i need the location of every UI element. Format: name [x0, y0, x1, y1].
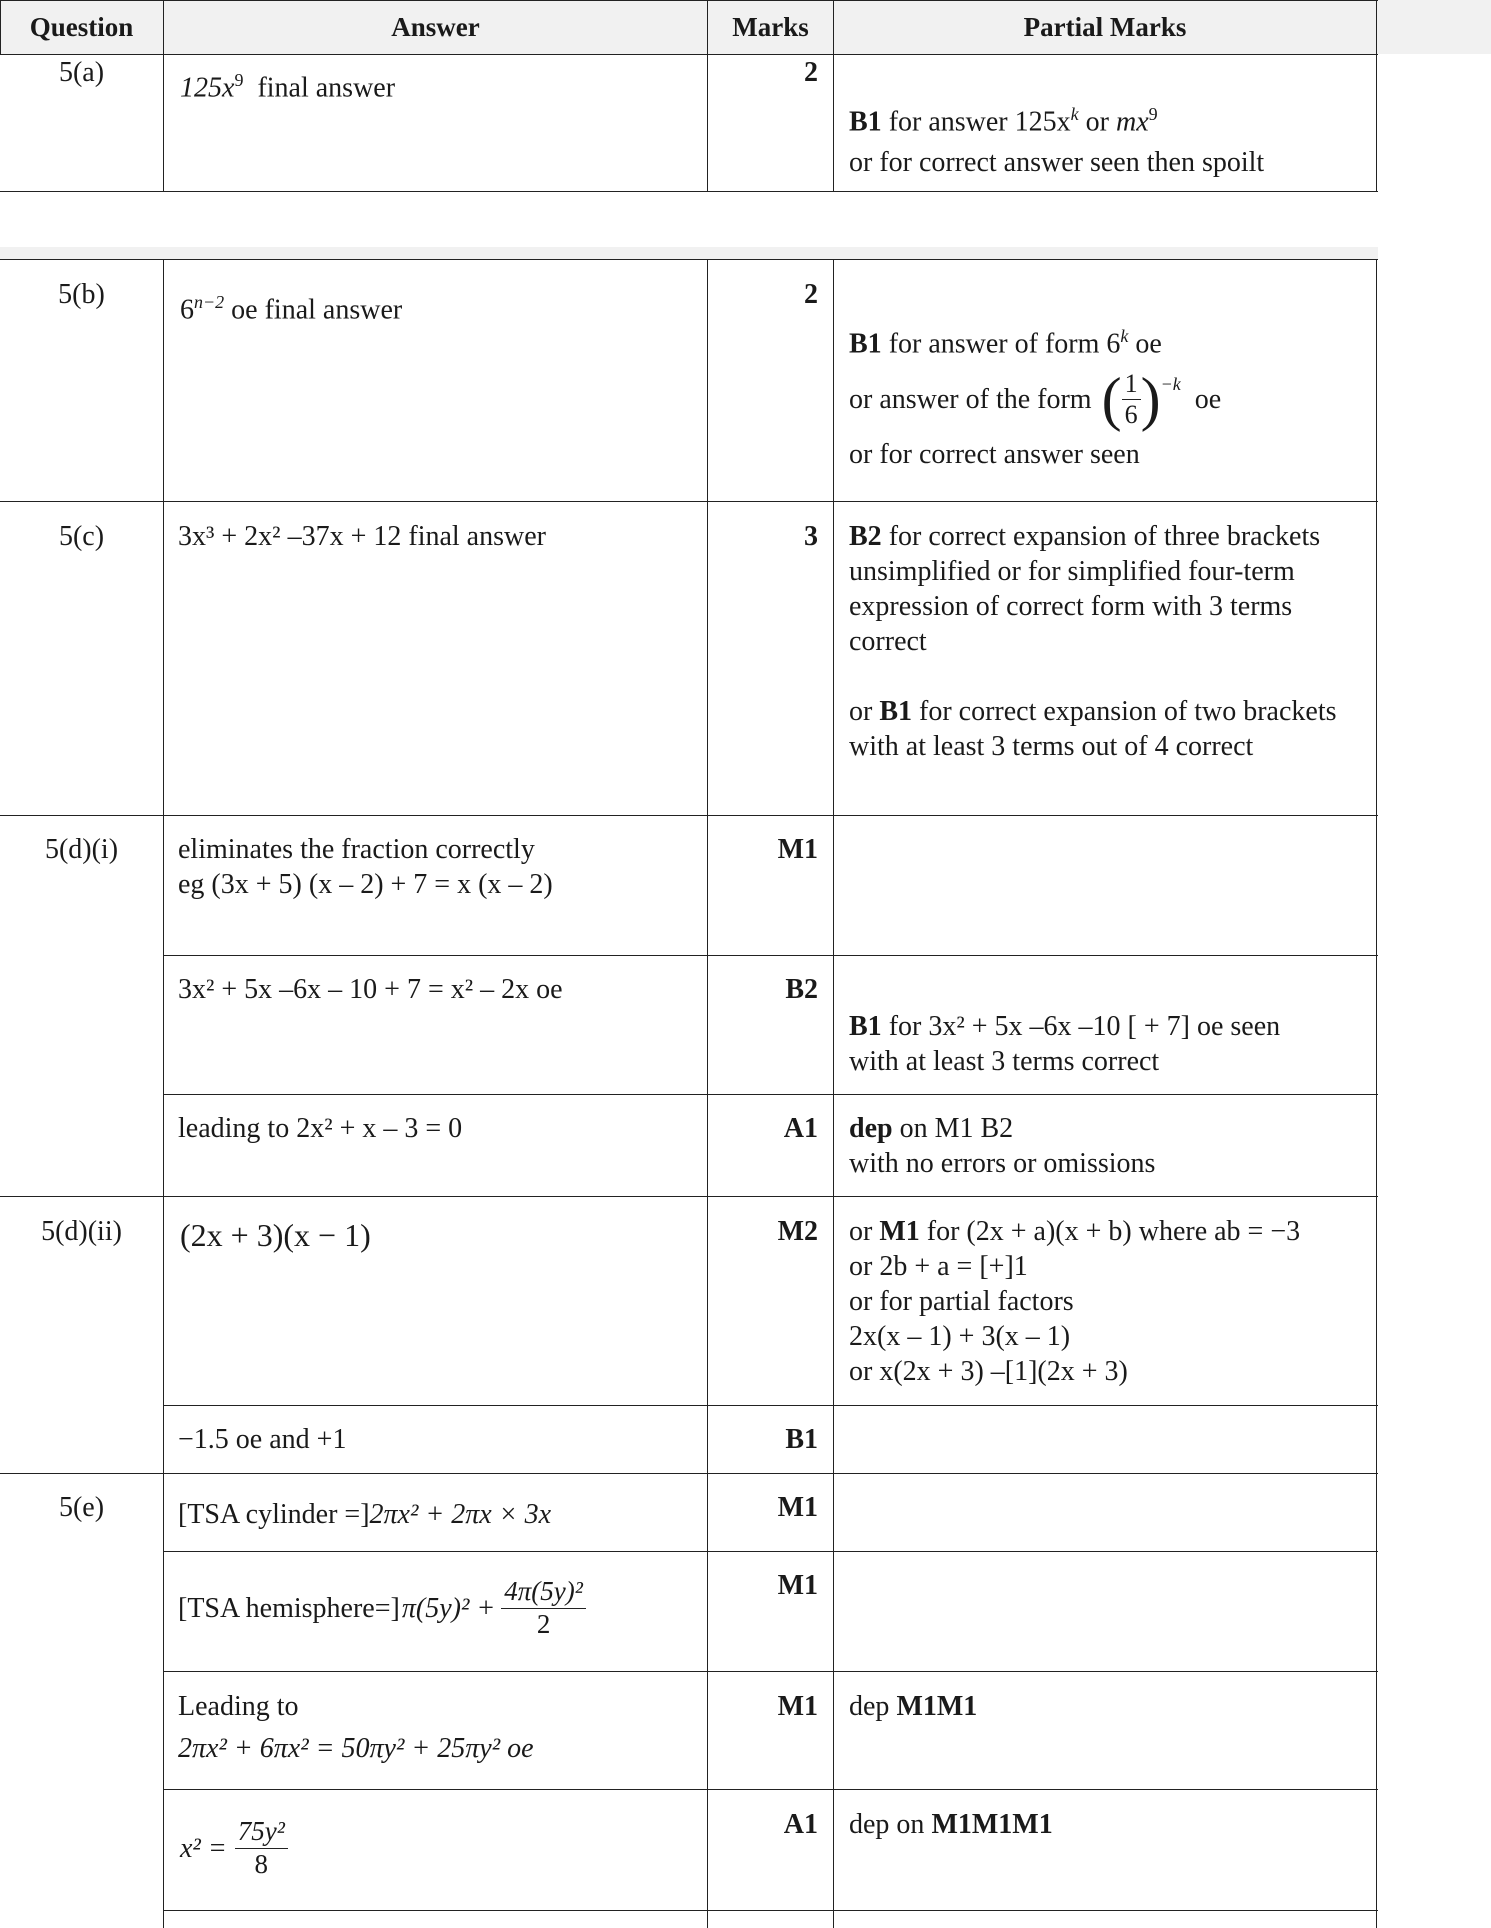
answer-expression: 2πx² + 2πx × 3x — [369, 1499, 552, 1530]
fraction-numerator: 75y² — [235, 1816, 288, 1848]
partial-marks-cell — [849, 319, 1369, 472]
answer-expression: π(5y)² + — [401, 1592, 496, 1624]
rule — [0, 54, 1378, 55]
rule — [0, 259, 1378, 260]
answer-term: 125x — [180, 72, 235, 104]
rule — [164, 1094, 1378, 1095]
answer-label: [TSA hemisphere=] — [178, 1592, 400, 1624]
rule — [0, 0, 1378, 1]
fraction-numerator: 4π(5y)² — [501, 1576, 586, 1608]
rule — [164, 1405, 1378, 1406]
rule — [707, 0, 708, 192]
fraction — [501, 1576, 586, 1639]
partial-text: on M1 B2 — [899, 1113, 1014, 1144]
partial-text: for correct expansion of two brackets with at least 3 terms out of 4 correct — [849, 696, 1337, 762]
answer-exponent: 9 — [234, 70, 244, 90]
partial-exponent: −k — [1160, 374, 1181, 395]
question-number: 5(c) — [58, 521, 105, 552]
partial-text: or 2b + a = [+]1 — [849, 1251, 1028, 1282]
partial-marks-cell — [849, 1689, 1364, 1724]
answer-note: oe final answer — [231, 294, 403, 326]
answer-exponent: n−2 — [194, 292, 225, 312]
fraction-denominator: 8 — [254, 1848, 269, 1879]
rule — [0, 1473, 1378, 1474]
partial-text: or for partial factors — [849, 1286, 1074, 1317]
answer-cell — [180, 63, 700, 105]
header-partial-marks: Partial Marks — [1023, 11, 1187, 42]
mark-code: dep — [849, 1113, 893, 1144]
partial-text: for 3x² + 5x –6x –10 [ + 7] oe seen — [888, 1011, 1281, 1042]
partial-marks-cell — [849, 1111, 1364, 1181]
rule — [164, 1910, 1378, 1911]
partial-text: oe — [1135, 328, 1162, 360]
partial-marks-cell — [849, 1807, 1364, 1842]
paren-close: ) — [1140, 366, 1161, 433]
mark-code: B2 — [849, 521, 882, 552]
marks-value: A1 — [783, 1809, 818, 1840]
mark-code: B1 — [849, 328, 882, 360]
rule — [0, 501, 1378, 502]
marks-value: B1 — [785, 1424, 818, 1455]
partial-marks-cell — [849, 519, 1364, 764]
answer-cell — [178, 832, 698, 902]
answer-text: leading to 2x² + x – 3 = 0 — [178, 1113, 463, 1144]
partial-text: or — [849, 1216, 873, 1247]
answer-cell — [178, 1497, 698, 1532]
rule — [1376, 0, 1377, 192]
partial-text: for correct expansion of three brackets unsimplified or for simplified four-term expression of correct form with 3 terms correct — [849, 521, 1321, 657]
rule — [0, 191, 1378, 192]
fraction-denominator: 2 — [536, 1608, 551, 1639]
paren-open: ( — [1101, 366, 1122, 433]
fraction — [235, 1816, 288, 1879]
marks-value: M1 — [777, 1570, 818, 1601]
question-number: 5(d)(i) — [44, 834, 119, 865]
partial-text: for (2x + a)(x + b) where ab = −3 — [926, 1216, 1301, 1247]
partial-text: for answer of form 6 — [888, 328, 1121, 360]
rule — [164, 955, 1378, 956]
partial-text: for answer 125x — [888, 106, 1071, 138]
answer-text: 3x³ + 2x² –37x + 12 final answer — [178, 521, 546, 552]
marks-value: B2 — [785, 974, 818, 1005]
partial-text: or x(2x + 3) –[1](2x + 3) — [849, 1356, 1128, 1387]
mark-code: M1 — [879, 1216, 920, 1247]
fraction — [1122, 369, 1141, 430]
answer-expression: 2πx² + 6πx² = 50πy² + 25πy² oe — [178, 1733, 534, 1764]
answer-cell — [178, 1689, 698, 1766]
fraction-denominator: 6 — [1124, 399, 1138, 429]
partial-exponent: 9 — [1148, 104, 1158, 124]
header-question: Question — [29, 11, 134, 42]
fraction-numerator: 1 — [1122, 369, 1141, 400]
marks-value: A1 — [783, 1113, 818, 1144]
rule — [1376, 259, 1377, 1928]
section-separator — [0, 247, 1378, 259]
answer-expression: x² = — [180, 1832, 227, 1864]
answer-cell — [180, 285, 700, 327]
answer-text: Leading to — [178, 1691, 299, 1722]
mark-code: B1 — [879, 696, 913, 727]
answer-text: −1.5 oe and +1 — [178, 1424, 347, 1455]
answer-cell — [180, 1808, 700, 1888]
answer-cell — [178, 1572, 698, 1644]
rule — [0, 0, 1, 54]
partial-marks-cell — [849, 97, 1369, 180]
marks-value: M1 — [777, 1492, 818, 1523]
question-number: 5(a) — [58, 57, 105, 88]
partial-text: or — [1085, 106, 1109, 138]
rule — [163, 0, 164, 192]
marks-value: M2 — [777, 1216, 818, 1247]
rule — [163, 259, 164, 1928]
rule — [707, 259, 708, 1928]
partial-text: dep — [849, 1691, 890, 1722]
partial-marks-cell — [849, 1009, 1364, 1079]
mark-code: B1 — [849, 1011, 882, 1042]
partial-text: or — [849, 696, 873, 727]
answer-text: eliminates the fraction correctly — [178, 834, 535, 865]
rule — [164, 1551, 1378, 1552]
partial-marks-cell — [849, 1214, 1369, 1389]
header-marks: Marks — [732, 11, 809, 42]
partial-text: or for correct answer seen — [849, 439, 1140, 471]
question-number: 5(d)(ii) — [41, 1216, 122, 1247]
partial-text: or for correct answer seen then spoilt — [849, 147, 1265, 179]
question-number: 5(b) — [58, 279, 105, 310]
answer-label: [TSA cylinder =] — [178, 1499, 370, 1530]
rule — [0, 815, 1378, 816]
rule — [833, 259, 834, 1928]
marks-value: 2 — [804, 279, 818, 310]
mark-code: M1M1 — [896, 1691, 978, 1722]
partial-text: oe — [1194, 383, 1222, 415]
answer-text: eg (3x + 5) (x – 2) + 7 = x (x – 2) — [178, 869, 553, 900]
partial-exponent: k — [1120, 326, 1129, 346]
partial-text: dep on — [849, 1809, 925, 1840]
partial-term: mx — [1115, 106, 1149, 138]
partial-text: or answer of the form — [849, 383, 1092, 415]
partial-text: 2x(x – 1) + 3(x – 1) — [849, 1321, 1071, 1352]
answer-note: final answer — [257, 72, 396, 104]
partial-text: with at least 3 terms correct — [849, 1046, 1160, 1077]
marks-value: 3 — [804, 521, 818, 552]
answer-text: (2x + 3)(x − 1) — [180, 1217, 371, 1253]
mark-code: M1M1M1 — [931, 1809, 1053, 1840]
rule — [833, 0, 834, 192]
answer-term: 6 — [180, 294, 194, 326]
answer-text: 3x² + 5x –6x – 10 + 7 = x² – 2x oe — [178, 974, 563, 1005]
partial-line — [849, 367, 1369, 431]
marks-value: M1 — [777, 834, 818, 865]
partial-exponent: k — [1070, 104, 1079, 124]
header-answer: Answer — [391, 11, 480, 42]
mark-code: B1 — [849, 106, 882, 138]
rule — [164, 1671, 1378, 1672]
rule — [0, 1196, 1378, 1197]
partial-text: with no errors or omissions — [849, 1148, 1156, 1179]
marks-value: M1 — [777, 1691, 818, 1722]
rule — [164, 1789, 1378, 1790]
marks-value: 2 — [804, 57, 818, 88]
question-number: 5(e) — [58, 1492, 105, 1523]
